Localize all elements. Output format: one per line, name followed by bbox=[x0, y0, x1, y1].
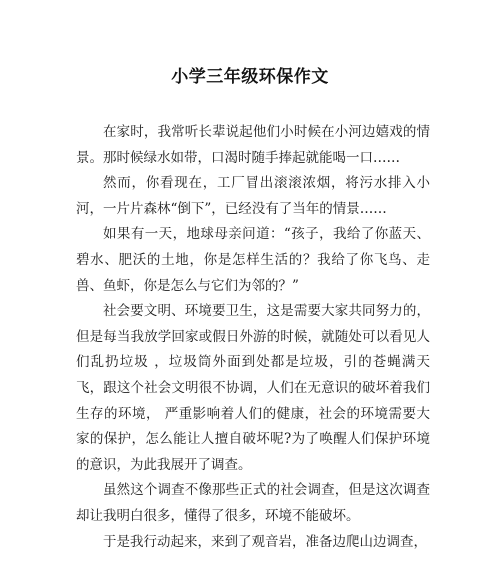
paragraph: 在家时，我常听长辈说起他们小时候在小河边嬉戏的情景。那时候绿水如带，口渴时随手捧起就能喝一口…… bbox=[76, 124, 430, 166]
document-body bbox=[76, 120, 430, 555]
document-title: 小学三年级环保作文 bbox=[171, 67, 329, 87]
paragraph: 虽然这个调查不像那些正式的社会调查，但是这次调查却让我明白很多，懂得了很多，环境不能破坏。 bbox=[76, 482, 430, 524]
paragraph: 如果有一天，地球母亲问道：“孩子，我给了你蓝天、碧水、肥沃的土地，你是怎样生活的？我给了你飞鸟、走兽、鱼虾，你是怎么与它们为邻的？” bbox=[76, 226, 430, 294]
paragraph: 社会要文明、环境要卫生，这是需要大家共同努力的，但是每当我放学回家或假日外游的时候，就随处可以看见人们乱扔垃圾 ，垃圾筒外面到处都是垃圾，引的苍蝇满天飞，跟这个社会文明很不协调，人们在无意识的破坏着我们生存的环境， 严重影响着人们的健康，社会的环境需要大家的保护，怎么能让人擅自破坏呢?为了唤醒人们保护环境的意识，为此我展开了调查。 bbox=[76, 303, 430, 473]
paragraph: 于是我行动起来，来到了观音岩，准备边爬山边调查， bbox=[103, 533, 427, 550]
paragraph: 然而，你看现在，工厂冒出滚滚浓烟，将污水排入小河，一片片森林“倒下”，已经没有了当年的情景…… bbox=[76, 175, 430, 217]
